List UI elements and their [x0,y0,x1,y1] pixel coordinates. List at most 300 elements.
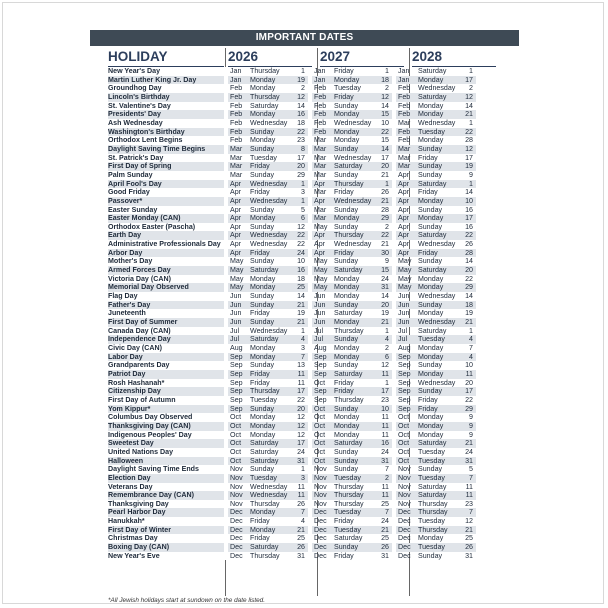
date-cell: 19 [465,309,473,318]
date-cell: Sep [398,395,411,404]
date-cell: 11 [297,482,305,491]
holiday-name: Arbor Day [108,249,224,258]
holiday-name: Daylight Saving Time Ends [108,465,199,474]
date-cell: May [314,222,328,231]
date-cell: 12 [381,361,389,370]
table-row [108,543,476,552]
holiday-name: Washington's Birthday [108,128,224,137]
table-row [108,128,476,137]
table-row [108,136,476,145]
date-cell: Sunday [418,170,443,179]
date-cell: Monday [418,430,444,439]
table-row [108,526,476,535]
date-cell: 29 [456,283,476,292]
date-cell: 17 [372,387,392,396]
date-cell: Mar [228,162,250,171]
date-cell: Thursday [418,508,456,517]
date-cell: Sunday [418,465,443,474]
date-cell: Sunday [334,361,359,370]
date-cell: 20 [456,266,476,275]
date-cell: May [312,266,334,275]
date-cell: Apr [312,231,334,240]
date-cell: Jun [314,292,326,301]
date-cell: Apr [230,240,242,249]
date-cell: Monday [418,309,444,318]
date-cell: Monday [334,274,360,283]
date-cell: Apr [312,180,334,189]
date-cell: May [228,283,250,292]
date-cell: 1 [469,67,473,75]
date-cell: 22 [297,395,305,404]
date-cell: Feb [396,128,418,137]
date-cell: Jun [398,292,410,301]
date-cell: 22 [465,274,473,283]
date-cell: 18 [372,76,392,85]
holiday-name: New Year's Day [108,67,161,75]
date-cell: May [398,274,412,283]
date-cell: Jul [312,335,334,344]
date-cell: Sunday [250,128,288,137]
holiday-name: St. Patrick's Day [108,153,164,162]
date-cell: 3 [288,474,308,483]
holiday-name: Thanksgiving Day [108,499,169,508]
date-cell: Mar [398,153,411,162]
date-cell: 20 [372,301,392,310]
table-row [108,379,476,388]
date-cell: Nov [228,491,250,500]
date-cell: 20 [288,162,308,171]
date-cell: 26 [381,188,389,197]
date-cell: Apr [228,231,250,240]
date-cell: Mar [396,145,418,154]
date-cell: May [396,266,418,275]
holiday-name: Indigenous Peoples' Day [108,430,192,439]
date-cell: 28 [465,136,473,145]
important-dates-banner: IMPORTANT DATES [90,30,519,46]
date-cell: Monday [334,413,360,422]
date-cell: Sunday [418,551,443,560]
holiday-name: Veterans Day [108,482,153,491]
date-cell: 7 [288,353,308,362]
table-row [108,491,476,500]
date-cell: Sep [396,405,418,414]
date-cell: 11 [372,422,392,431]
date-cell: Saturday [250,266,288,275]
date-cell: Tuesday [418,335,456,344]
holiday-name: Christmas Day [108,534,158,543]
date-cell: Oct [228,422,250,431]
date-cell: Monday [418,136,444,145]
table-row [108,283,476,292]
date-cell: Tuesday [334,474,372,483]
date-cell: Wednesday [250,196,288,205]
table-row [108,534,476,543]
date-cell: 17 [288,439,308,448]
date-cell: Nov [312,491,334,500]
date-cell: 24 [465,447,473,456]
date-cell: Saturday [418,67,447,75]
date-cell: Feb [314,84,327,93]
date-cell: 19 [456,162,476,171]
date-cell: 28 [456,249,476,258]
date-cell: 16 [372,439,392,448]
date-cell: Apr [228,249,250,258]
table-row [108,431,476,440]
date-cell: Mar [230,153,243,162]
date-cell: 19 [288,76,308,85]
table-row [108,275,476,284]
date-cell: 31 [465,551,473,560]
date-cell: Saturday [334,370,372,379]
holiday-name: Orthodox Lent Begins [108,136,183,145]
date-cell: Monday [250,526,288,535]
holiday-name: Hanukkah* [108,517,145,526]
date-cell: 20 [372,162,392,171]
date-cell: 14 [465,292,473,301]
date-cell: Sunday [334,101,359,110]
date-cell: Sep [312,353,334,362]
date-cell: Nov [396,474,418,483]
date-cell: Feb [230,101,243,110]
date-cell: Monday [418,370,456,379]
date-cell: Jun [312,301,334,310]
holiday-name: Rosh Hashanah* [108,378,165,387]
date-cell: Oct [314,413,326,422]
date-cell: Saturday [418,93,456,102]
date-cell: Monday [334,344,360,352]
date-cell: 20 [288,405,308,414]
holiday-name: Administrative Professionals Day [108,240,221,249]
date-cell: 29 [456,405,476,414]
date-cell: 24 [381,447,389,456]
table-row [108,76,476,85]
table-row [108,206,476,215]
date-cell: Nov [230,465,243,474]
date-cell: 24 [297,447,305,456]
table-row [108,500,476,509]
table-row [108,370,476,379]
date-cell: Jan [228,76,250,85]
date-cell: Saturday [418,326,447,335]
date-cell: 12 [288,422,308,431]
table-row [108,552,476,561]
date-cell: 21 [456,110,476,119]
date-cell: 16 [465,205,473,214]
date-cell: 16 [465,222,473,231]
date-cell: 7 [372,508,392,517]
date-cell: 1 [385,378,389,387]
date-cell: Dec [230,517,243,526]
date-cell: Monday [250,214,288,223]
date-cell: Monday [334,214,372,223]
date-cell: 8 [288,145,308,154]
date-cell: Monday [334,76,372,85]
date-cell: Monday [250,136,276,145]
date-cell: 17 [297,153,305,162]
date-cell: 1 [469,118,473,127]
holiday-name: Thanksgiving Day (CAN) [108,422,224,431]
date-cell: Wednesday [334,118,372,127]
date-cell: Apr [228,197,250,206]
date-cell: 13 [297,361,305,370]
table-row [108,335,476,344]
table-row [108,145,476,154]
date-cell: Friday [250,162,288,171]
date-cell: 25 [381,534,389,543]
table-row [108,188,476,197]
date-cell: 19 [297,309,305,318]
date-cell: 22 [465,395,473,404]
table-row [108,180,476,189]
date-cell: 21 [288,318,308,327]
table-row [108,67,476,76]
date-cell: 7 [456,474,476,483]
date-cell: Jun [314,309,326,318]
holiday-name: Groundhog Day [108,84,162,93]
date-cell: May [398,257,412,266]
date-cell: Mar [314,188,327,197]
table-row [108,119,476,128]
date-cell: Sunday [418,257,443,266]
holiday-name: Presidents' Day [108,110,224,119]
date-cell: Saturday [250,439,288,448]
date-cell: Sunday [250,292,275,301]
date-cell: Sep [396,370,418,379]
date-cell: Jun [398,309,410,318]
date-cell: 28 [381,205,389,214]
date-cell: Friday [418,249,456,258]
date-cell: Wednesday [250,231,288,240]
date-cell: 26 [297,499,305,508]
date-cell: Tuesday [250,474,288,483]
date-cell: 14 [465,101,473,110]
date-cell: Friday [250,378,270,387]
date-cell: Oct [228,439,250,448]
table-row [108,448,476,457]
date-cell: Saturday [250,335,288,344]
date-cell: Mar [398,118,411,127]
holiday-name: Mother's Day [108,257,153,266]
date-cell: 2 [372,474,392,483]
date-cell: Feb [314,101,327,110]
table-row [108,84,476,93]
date-cell: 16 [288,266,308,275]
date-cell: 21 [372,318,392,327]
year-2027-header: 2027 [320,48,404,67]
date-cell: Jul [398,326,408,335]
date-cell: Sep [396,387,418,396]
date-cell: Nov [230,482,243,491]
date-cell: 12 [288,93,308,102]
date-cell: 22 [372,231,392,240]
holiday-name: First Day of Winter [108,526,224,535]
date-cell: Apr [314,240,326,249]
date-cell: 11 [381,430,389,439]
date-cell: Nov [396,491,418,500]
date-cell: Wednesday [250,482,288,491]
date-cell: Dec [228,508,250,517]
holiday-column-header: HOLIDAY [108,48,224,67]
date-cell: 22 [297,240,305,249]
date-cell: Nov [314,499,327,508]
date-cell: Wednesday [418,240,456,249]
date-cell: 2 [385,222,389,231]
date-cell: Dec [312,543,334,552]
table-row [108,457,476,466]
date-cell: Feb [312,93,334,102]
date-cell: 11 [381,482,389,491]
date-cell: 1 [301,67,305,75]
date-cell: 1 [288,197,308,206]
table-row [108,110,476,119]
date-cell: Sep [230,395,243,404]
date-cell: 5 [469,465,473,474]
date-cell: 1 [301,465,305,474]
date-cell: 4 [301,517,305,526]
date-cell: Sunday [334,405,372,414]
date-cell: Feb [396,93,418,102]
date-cell: 14 [381,292,389,301]
date-cell: Dec [228,526,250,535]
table-row [108,387,476,396]
date-cell: Tuesday [418,474,456,483]
date-cell: Sep [396,353,418,362]
date-cell: 12 [456,145,476,154]
date-cell: Thursday [250,551,280,560]
date-cell: Saturday [334,266,372,275]
date-cell: Sep [228,387,250,396]
date-cell: Dec [396,526,418,535]
holiday-name: Easter Monday (CAN) [108,214,224,223]
date-cell: Sunday [250,465,275,474]
date-cell: Friday [334,249,372,258]
date-cell: Monday [418,422,456,431]
date-cell: Thursday [418,526,456,535]
date-cell: Saturday [250,101,279,110]
date-cell: Nov [230,499,243,508]
date-cell: Friday [334,517,354,526]
date-cell: Sunday [334,205,359,214]
table-row [108,413,476,422]
date-cell: 14 [297,101,305,110]
holiday-name: United Nations Day [108,447,174,456]
holiday-name: Flag Day [108,292,138,301]
holiday-name: New Year's Eve [108,551,160,560]
date-cell: Dec [398,551,411,560]
date-cell: 18 [297,118,305,127]
table-row [108,517,476,526]
date-cell: Apr [230,205,242,214]
date-cell: Oct [398,430,410,439]
date-cell: 12 [456,93,476,102]
date-cell: Feb [398,136,411,145]
date-cell: Sep [230,378,243,387]
table-row [108,309,476,318]
date-cell: Thursday [250,67,280,75]
date-cell: Dec [314,551,327,560]
date-cell: May [396,283,418,292]
date-cell: Thursday [250,93,288,102]
date-cell: Feb [398,101,411,110]
holiday-name: Pearl Harbor Day [108,508,224,517]
date-cell: Monday [250,110,288,119]
holiday-name: Citizenship Day [108,387,224,396]
date-cell: Tuesday [418,457,456,466]
date-cell: Friday [334,188,354,197]
table-row [108,257,476,266]
date-cell: Jun [230,309,242,318]
date-cell: Apr [396,197,418,206]
date-cell: Monday [334,110,372,119]
date-cell: Monday [418,110,456,119]
date-cell: Friday [250,517,270,526]
date-cell: Feb [228,128,250,137]
date-cell: Sunday [418,361,443,370]
date-cell: Jun [312,318,334,327]
date-cell: Sunday [418,301,456,310]
date-cell: Sunday [334,170,359,179]
date-cell: Thursday [418,499,448,508]
date-cell: Sunday [250,361,275,370]
date-cell: Monday [418,76,456,85]
date-cell: 10 [465,361,473,370]
date-cell: 12 [297,430,305,439]
date-cell: Tuesday [418,128,456,137]
table-row [108,102,476,111]
date-cell: 21 [381,170,389,179]
date-cell: 17 [288,387,308,396]
date-cell: May [230,257,244,266]
date-cell: Friday [334,67,354,75]
date-cell: Sep [314,395,327,404]
date-cell: Monday [418,534,444,543]
date-cell: Oct [312,457,334,466]
date-cell: Mar [230,170,243,179]
date-cell: Oct [314,378,326,387]
table-row [108,171,476,180]
date-cell: 4 [372,335,392,344]
date-cell: 9 [456,422,476,431]
date-cell: 22 [456,128,476,137]
date-cell: 20 [465,378,473,387]
date-cell: May [228,266,250,275]
date-cell: Mar [396,162,418,171]
holiday-name: Yom Kippur* [108,405,224,414]
date-cell: 2 [301,84,305,93]
date-cell: 9 [469,430,473,439]
date-cell: Nov [398,499,411,508]
date-cell: Wednesday [250,491,288,500]
date-cell: Saturday [334,309,363,318]
date-cell: Tuesday [418,543,456,552]
date-cell: Sep [312,387,334,396]
date-cell: Monday [334,292,360,301]
date-cell: 25 [297,534,305,543]
date-cell: 31 [297,551,305,560]
holiday-name: Patriot Day [108,370,224,379]
date-cell: Jul [396,335,418,344]
date-cell: 9 [385,257,389,266]
date-cell: Dec [398,534,411,543]
date-cell: 17 [456,214,476,223]
date-cell: 26 [456,543,476,552]
date-cell: Friday [418,153,438,162]
date-cell: Apr [230,188,242,197]
date-cell: Sunday [334,335,372,344]
date-cell: Tuesday [334,526,372,535]
date-cell: Sunday [418,145,456,154]
date-cell: Jun [228,318,250,327]
